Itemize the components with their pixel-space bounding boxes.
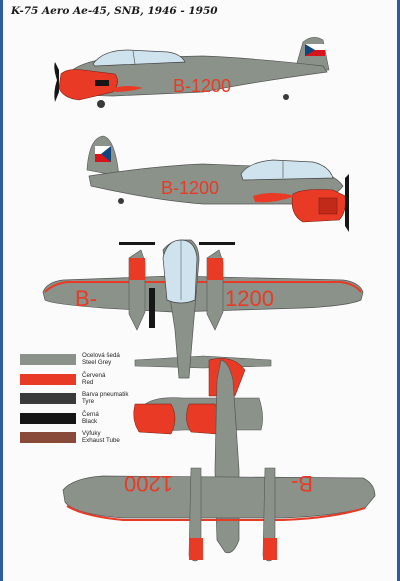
swatch-steel-grey (20, 354, 76, 365)
wing-registration-right: 1200 (225, 286, 274, 311)
legend-label-cz: Černá (82, 410, 99, 418)
under-registration-right: B- (291, 471, 313, 496)
color-legend (20, 352, 128, 450)
legend-label-en: Exhaust Tube (82, 437, 120, 444)
side-registration: B-1200 (173, 76, 232, 96)
legend-label-cz: Výfuky (82, 430, 101, 437)
legend-label-cz: Ocelová šedá (82, 352, 120, 359)
under-registration-left: 1200 (124, 471, 173, 496)
legend-label-en: Tyre (82, 398, 95, 405)
page-title: K-75 Aero Ae-45, SNB, 1946 - 1950 (11, 5, 218, 17)
legend-item (20, 352, 128, 372)
wing-registration-left: B- (75, 286, 97, 311)
legend-label-cz: Barva pneumatik (82, 391, 129, 398)
czech-flag-emblem (305, 44, 325, 56)
side-view-right (87, 136, 349, 232)
legend-label-en: Black (82, 417, 98, 425)
legend-item (20, 391, 128, 411)
legend-label-en: Red (82, 378, 94, 386)
side-registration-2: B-1200 (161, 178, 220, 198)
legend-item (20, 372, 128, 392)
legend-item (20, 411, 128, 431)
side-view-left (54, 37, 329, 108)
swatch-red (20, 374, 76, 385)
legend-label-cz: Červená (82, 371, 106, 379)
czech-flag-emblem-2 (95, 146, 111, 162)
aircraft-drawings (3, 0, 400, 581)
swatch-tyre (20, 393, 76, 404)
swatch-exhaust (20, 432, 76, 443)
legend-label-en: Steel Grey (82, 359, 112, 366)
legend-item (20, 430, 128, 450)
swatch-black (20, 413, 76, 424)
